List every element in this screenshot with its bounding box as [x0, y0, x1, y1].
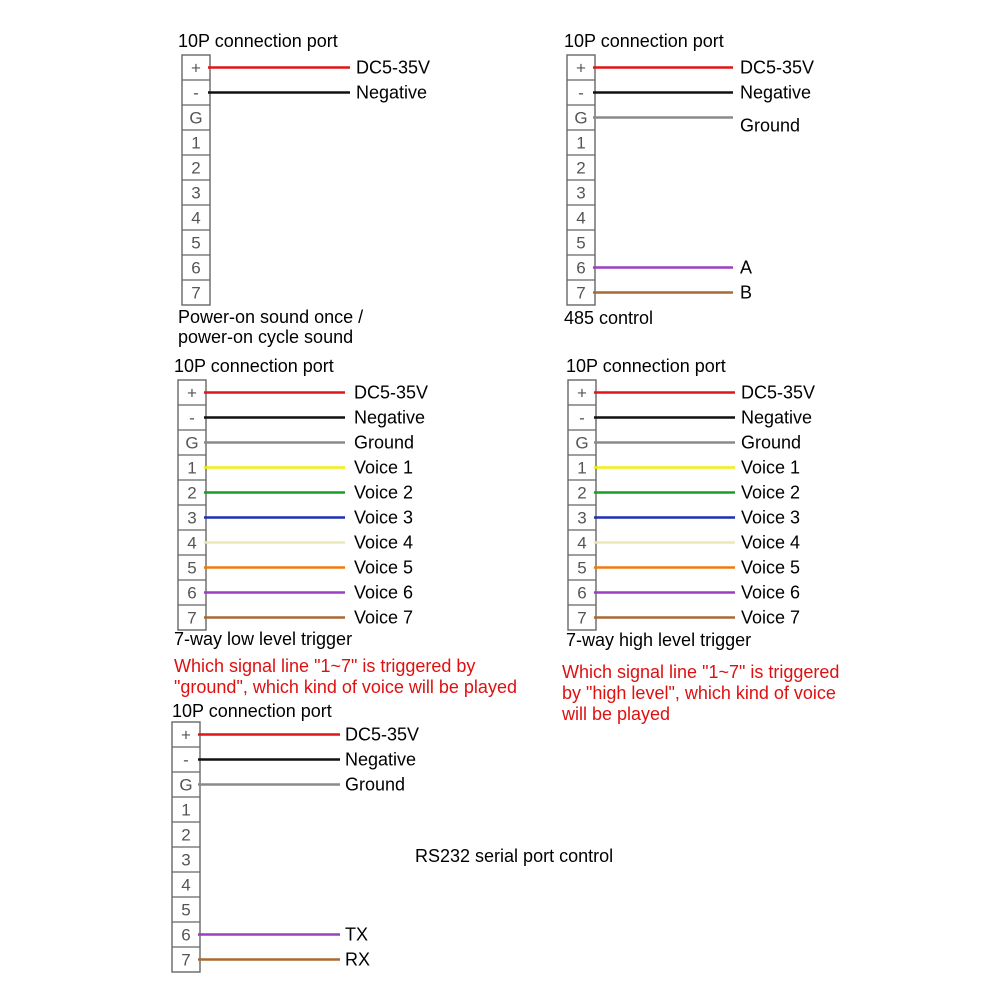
- pin-label: 4: [577, 533, 587, 553]
- wire-label: DC5-35V: [740, 57, 815, 78]
- wire-label: Negative: [356, 82, 428, 103]
- panel-title: 10P connection port: [178, 31, 338, 51]
- pin-label: 7: [576, 283, 586, 303]
- trigger-note: Which signal line "1~7" is triggered by: [174, 656, 476, 676]
- pin-label: 5: [187, 558, 197, 578]
- pin-label: 2: [181, 825, 191, 845]
- trigger-note: Which signal line "1~7" is triggered: [562, 662, 840, 682]
- panel-caption: 7-way low level trigger: [174, 629, 353, 649]
- panel-title: 10P connection port: [172, 701, 332, 721]
- pin-label: -: [183, 750, 189, 770]
- pin-label: 3: [576, 183, 586, 203]
- pin-label: 4: [191, 208, 201, 228]
- pin-label: +: [191, 58, 201, 78]
- pin-label: -: [193, 83, 199, 103]
- pin-label: G: [185, 433, 199, 453]
- pin-label: 5: [576, 233, 586, 253]
- wire-label: TX: [345, 924, 369, 945]
- pin-label: 4: [187, 533, 197, 553]
- trigger-note: "ground", which kind of voice will be played: [174, 677, 517, 697]
- pin-label: G: [575, 433, 589, 453]
- wire-label: Voice 5: [354, 557, 414, 578]
- pin-label: 5: [577, 558, 587, 578]
- pin-label: 2: [187, 483, 197, 503]
- wire-label: Voice 4: [354, 532, 414, 553]
- wire-label: Voice 2: [741, 482, 801, 503]
- pin-label: +: [576, 58, 586, 78]
- pin-label: 1: [181, 800, 191, 820]
- wire-label: Voice 1: [354, 457, 414, 478]
- panel-caption: RS232 serial port control: [415, 846, 614, 866]
- pin-label: 7: [187, 608, 197, 628]
- wire-label: Voice 6: [741, 582, 801, 603]
- pin-label: 3: [577, 508, 587, 528]
- pin-label: +: [181, 725, 191, 745]
- wire-label: Voice 1: [741, 457, 801, 478]
- pin-label: 4: [181, 875, 191, 895]
- pin-label: 6: [577, 583, 587, 603]
- pin-label: 6: [576, 258, 586, 278]
- wire-label: Negative: [345, 749, 417, 770]
- wire-label: Voice 4: [741, 532, 801, 553]
- pin-label: -: [189, 408, 195, 428]
- wire-label: A: [740, 257, 753, 278]
- panel-title: 10P connection port: [566, 356, 726, 376]
- wire-label: Voice 7: [354, 607, 414, 628]
- trigger-note: will be played: [562, 704, 671, 724]
- wire-label: DC5-35V: [741, 382, 816, 403]
- wire-label: Voice 7: [741, 607, 801, 628]
- wire-label: Negative: [740, 82, 812, 103]
- wire-label: Negative: [741, 407, 813, 428]
- pin-label: 3: [187, 508, 197, 528]
- pin-label: 2: [577, 483, 587, 503]
- wire-label: Voice 2: [354, 482, 414, 503]
- pin-label: 7: [191, 283, 201, 303]
- wire-label: Ground: [740, 115, 801, 136]
- trigger-note: by "high level", which kind of voice: [562, 683, 836, 703]
- panel-caption: 7-way high level trigger: [566, 630, 752, 650]
- panel-title: 10P connection port: [174, 356, 334, 376]
- pin-label: 2: [191, 158, 201, 178]
- pin-label: 7: [577, 608, 587, 628]
- pin-label: G: [179, 775, 193, 795]
- wire-label: DC5-35V: [345, 724, 420, 745]
- pin-label: 3: [181, 850, 191, 870]
- pin-label: 2: [576, 158, 586, 178]
- pin-label: G: [574, 108, 588, 128]
- wire-label: RX: [345, 949, 371, 970]
- wire-label: DC5-35V: [356, 57, 431, 78]
- pin-label: 1: [576, 133, 586, 153]
- pin-label: 1: [191, 133, 201, 153]
- panel-caption: 485 control: [564, 308, 654, 328]
- pin-label: 6: [187, 583, 197, 603]
- pin-label: +: [187, 383, 197, 403]
- pin-label: 7: [181, 950, 191, 970]
- wire-label: Ground: [741, 432, 802, 453]
- wire-label: Negative: [354, 407, 426, 428]
- wire-label: Ground: [354, 432, 415, 453]
- pin-label: -: [579, 408, 585, 428]
- pin-label: 3: [191, 183, 201, 203]
- pin-label: +: [577, 383, 587, 403]
- pin-label: 1: [577, 458, 587, 478]
- wire-label: Voice 3: [354, 507, 414, 528]
- wire-label: Voice 6: [354, 582, 414, 603]
- pin-label: 5: [191, 233, 201, 253]
- pin-label: G: [189, 108, 203, 128]
- wire-label: Ground: [345, 774, 406, 795]
- panel-caption: power-on cycle sound: [178, 327, 354, 347]
- pin-label: 6: [191, 258, 201, 278]
- wire-label: Voice 5: [741, 557, 801, 578]
- wire-label: Voice 3: [741, 507, 801, 528]
- wire-label: DC5-35V: [354, 382, 429, 403]
- pin-label: 1: [187, 458, 197, 478]
- panel-title: 10P connection port: [564, 31, 724, 51]
- pin-label: 5: [181, 900, 191, 920]
- panel-caption: Power-on sound once /: [178, 307, 364, 327]
- wire-label: B: [740, 282, 753, 303]
- pin-label: 6: [181, 925, 191, 945]
- pin-label: 4: [576, 208, 586, 228]
- pin-label: -: [578, 83, 584, 103]
